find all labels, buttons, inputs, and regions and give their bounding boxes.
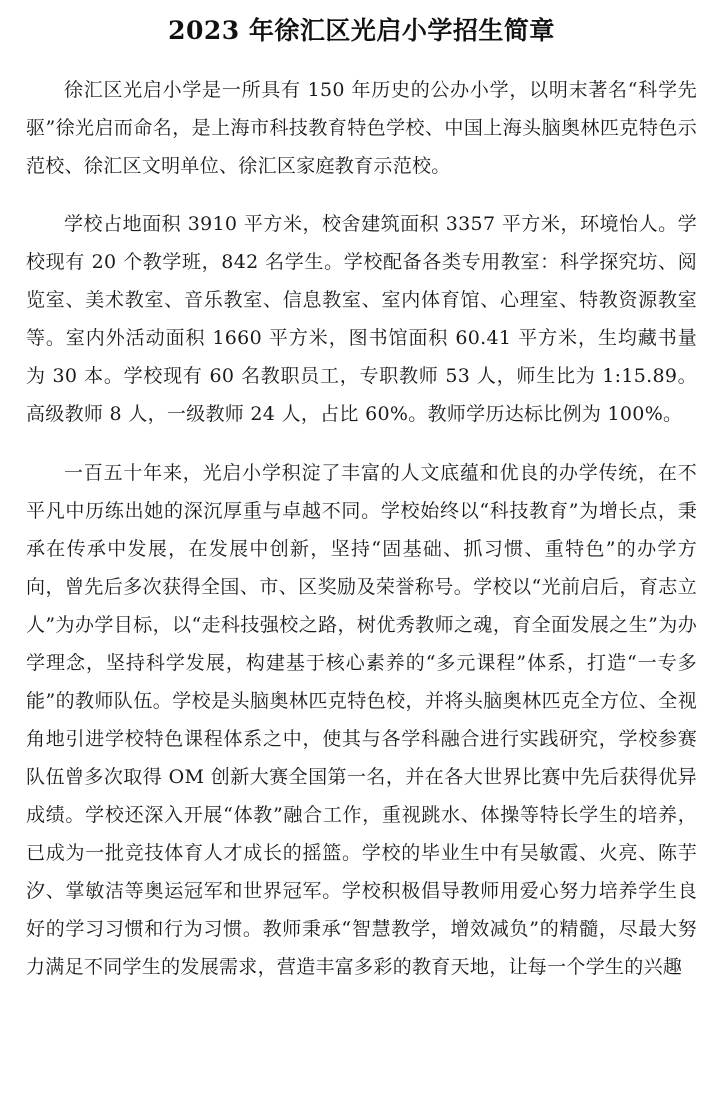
document-title: 2023 年徐汇区光启小学招生简章: [168, 16, 555, 45]
paragraph-facilities-and-staff: 学校占地面积 3910 平方米，校舍建筑面积 3357 平方米，环境怡人。学校现有 20 个教学班，842 名学生。学校配备各类专用教室：科学探究坊、阅览室、美术教室、音乐教室、信息教室、室内体育馆、心理室、特教资源教室等。室内外活动面积 1660 平方米，图书馆面积 60.41 平方米，生均藏书量为 30 本。学校现有 60 名教职员工，专职教师 53 人，师生比为 1:15.89。高级教师 8 人，一级教师 24 人，占比 60%。教师学历达标比例为 100%。: [26, 213, 697, 425]
paragraph-school-introduction: 徐汇区光启小学是一所具有 150 年历史的公办小学，以明末著名“科学先驱”徐光启而命名，是上海市科技教育特色学校、中国上海头脑奥林匹克特色示范校、徐汇区文明单位、徐汇区家庭教育示范校。: [26, 79, 697, 177]
paragraph-history-and-philosophy: 一百五十年来，光启小学积淀了丰富的人文底蕴和优良的办学传统，在不平凡中历练出她的深沉厚重与卓越不同。学校始终以“科技教育”为增长点，秉承在传承中发展，在发展中创新，坚持“固基础、抓习惯、重特色”的办学方向，曾先后多次获得全国、市、区奖励及荣誉称号。学校以“光前启后，育志立人”为办学目标，以“走科技强校之路，树优秀教师之魂，育全面发展之生”为办学理念，坚持科学发展，构建基于核心素养的“多元课程”体系，打造“一专多能”的教师队伍。学校是头脑奥林匹克特色校，并将头脑奥林匹克全方位、全视角地引进学校特色课程体系之中，使其与各学科融合进行实践研究，学校参赛队伍曾多次取得 OM 创新大赛全国第一名，并在各大世界比赛中先后获得优异成绩。学校还深入开展“体教”融合工作，重视跳水、体操等特长学生的培养，已成为一批竞技体育人才成长的摇篮。学校的毕业生中有吴敏霞、火亮、陈芋汐、掌敏洁等奥运冠军和世界冠军。学校积极倡导教师用爱心努力培养学生良好的学习习惯和行为习惯。教师秉承“智慧教学，增效减负”的精髓，尽最大努力满足不同学生的发展需求，营造丰富多彩的教育天地，让每一个学生的兴趣: [26, 462, 697, 978]
